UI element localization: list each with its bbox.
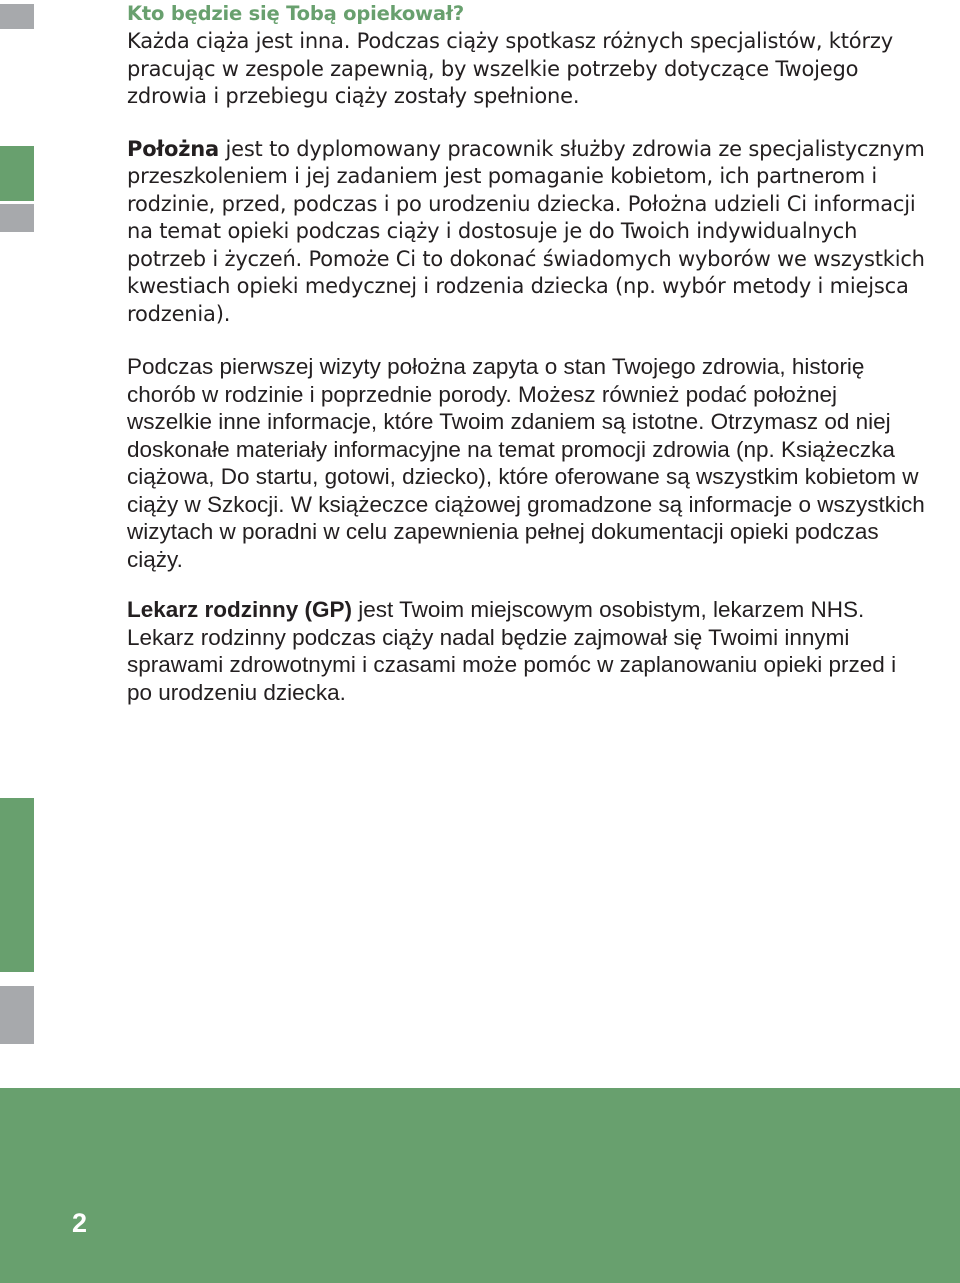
section-heading: Kto będzie się Tobą opiekował? [127,2,464,25]
midwife-paragraph [127,136,927,329]
side-tab-gray-2 [0,204,34,232]
first-visit-paragraph: Podczas pierwszej wizyty położna zapyta o stan Twojego zdrowia, historię chorób w rodzinie i poprzednie porody. Możesz również podać położnej wszelkie inne informacje, które Twoim zdaniem są istotne. Otrzymasz od niej doskonałe materiały informacyjne na temat promocji zdrowia (np. Książeczka ciążowa, Do startu, gotowi, dziecko), które oferowane są wszystkim kobietom w ciąży w Szkocji. W książeczce ciążowej gromadzone są informacje o wszystkich wizytach w poradni w celu zapewnienia pełnej dokumentacji opieki podczas ciąży. [127,354,925,572]
page-content [127,0,927,706]
side-tab-gray-1 [0,4,34,29]
gp-term: Lekarz rodzinny (GP) [127,597,353,622]
page-number: 2 [72,1208,88,1238]
gp-paragraph [127,596,927,706]
intro-paragraph: Każda ciąża jest inna. Podczas ciąży spotkasz różnych specjalistów, którzy pracując w zespole zapewnią, by wszelkie potrzeby dotyczące Twojego zdrowia i przebiegu ciąży zostały spełnione. [127,29,893,108]
midwife-text: jest to dyplomowany pracownik służby zdrowia ze specjalistycznym przeszkoleniem i jej zadaniem jest pomaganie kobietom, ich partnerom i rodzinie, przed, podczas i po urodzeniu dziecka. Położna udzieli Ci informacji na temat opieki podczas ciąży i dostosuje je do Twoich indywidualnych potrzeb i życzeń. Pomoże Ci to dokonać świadomych wyborów we wszystkich kwestiach opieki medycznej i rodzenia dziecka (np. wybór metody i miejsca rodzenia). [127,136,925,326]
midwife-term: Położna [127,136,219,161]
footer-band [0,1088,960,1283]
side-tab-green-1 [0,146,34,201]
side-tab-green-2 [0,798,34,972]
gp-text: jest Twoim miejscowym osobistym, lekarzem NHS. Lekarz rodzinny podczas ciąży nadal będzie zajmował się Twoimi innymi sprawami zdrowotnymi i czasami może pomóc w zaplanowaniu opieki przed i po urodzeniu dziecka. [127,597,897,705]
side-tab-gray-3 [0,986,34,1044]
